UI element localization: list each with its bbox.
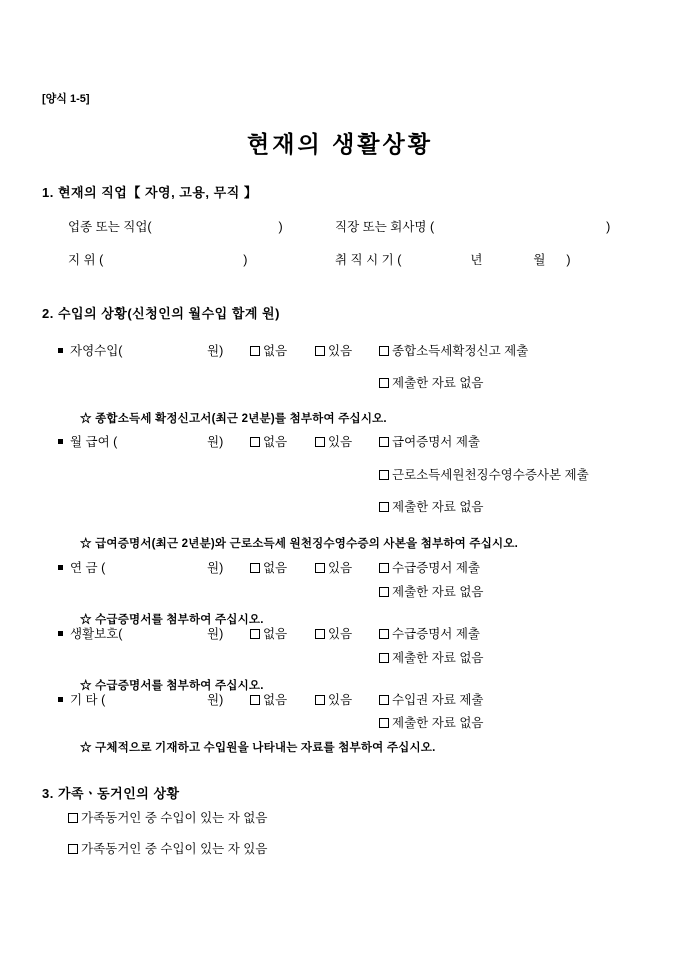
checkbox-icon[interactable] [379, 563, 389, 573]
bullet-square-icon [58, 565, 63, 570]
checkbox-label: 수급증명서 제출 [392, 561, 480, 575]
checkbox-label: 근로소득세원천징수영수증사본 제출 [392, 468, 589, 482]
checkbox-label: 없음 [263, 627, 288, 641]
income-item-welfare-unit: 원) [207, 627, 224, 641]
checkbox-label: 수급증명서 제출 [392, 627, 480, 641]
income-item-other-label-row [58, 690, 105, 708]
checkbox-icon[interactable] [315, 346, 325, 356]
checkbox-other-none[interactable] [250, 690, 287, 708]
checkbox-salary-option-0[interactable] [379, 432, 480, 450]
checkbox-family-income-none[interactable] [68, 808, 267, 826]
checkbox-icon[interactable] [250, 346, 260, 356]
checkbox-welfare-yes[interactable] [315, 624, 352, 642]
page-title: 현재의 생활상황 [247, 131, 433, 157]
checkbox-label: 제출한 자료 없음 [392, 376, 484, 390]
checkbox-label: 종합소득세확정신고 제출 [392, 344, 529, 358]
checkbox-label: 없음 [263, 561, 288, 575]
field-hire-date-year: 년 [470, 253, 483, 267]
form-code: [양식 1-5] [42, 93, 90, 105]
field-hire-date-close: ) [566, 253, 571, 267]
bullet-square-icon [58, 697, 63, 702]
checkbox-icon[interactable] [379, 502, 389, 512]
checkbox-icon[interactable] [315, 437, 325, 447]
checkbox-welfare-option-1[interactable] [379, 648, 483, 666]
field-occupation-close: ) [278, 220, 283, 234]
checkbox-icon[interactable] [68, 844, 78, 854]
checkbox-icon[interactable] [379, 378, 389, 388]
checkbox-label: 제출한 자료 없음 [392, 651, 484, 665]
checkbox-icon[interactable] [379, 695, 389, 705]
checkbox-family-income-yes[interactable] [68, 839, 267, 857]
checkbox-label: 수입권 자료 제출 [392, 693, 484, 707]
checkbox-salary-option-2[interactable] [379, 497, 483, 515]
bullet-square-icon [58, 631, 63, 636]
checkbox-icon[interactable] [379, 346, 389, 356]
checkbox-icon[interactable] [250, 695, 260, 705]
checkbox-label: 있음 [328, 627, 353, 641]
checkbox-icon[interactable] [379, 470, 389, 480]
income-item-welfare-label: 생활보호( [70, 627, 123, 641]
checkbox-pension-yes[interactable] [315, 558, 352, 576]
checkbox-label: 있음 [328, 561, 353, 575]
section-1-heading: 1. 현재의 직업【 자영, 고용, 무직 】 [42, 185, 258, 200]
checkbox-other-yes[interactable] [315, 690, 352, 708]
checkbox-welfare-option-0[interactable] [379, 624, 480, 642]
income-item-pension-label: 연 금 ( [70, 561, 106, 575]
income-item-other-label: 기 타 ( [70, 693, 106, 707]
note-welfare: ☆ 수급증명서를 첨부하여 주십시오. [80, 680, 264, 692]
bullet-square-icon [58, 439, 63, 444]
checkbox-icon[interactable] [379, 587, 389, 597]
checkbox-self-employed-option-1[interactable] [379, 373, 483, 391]
checkbox-label: 가족동거인 중 수입이 있는 자 있음 [81, 842, 268, 856]
income-item-other-unit: 원) [207, 693, 224, 707]
bullet-square-icon [58, 348, 63, 353]
checkbox-icon[interactable] [379, 653, 389, 663]
income-item-salary-label-row [58, 432, 117, 450]
field-company-close: ) [606, 220, 611, 234]
income-item-pension-unit: 원) [207, 561, 224, 575]
checkbox-self-employed-option-0[interactable] [379, 341, 528, 359]
income-item-salary-label: 월 급여 ( [70, 435, 118, 449]
income-item-pension-label-row [58, 558, 105, 576]
checkbox-other-option-0[interactable] [379, 690, 483, 708]
section-3-heading: 3. 가족ㆍ동거인의 상황 [42, 786, 180, 801]
checkbox-pension-option-1[interactable] [379, 582, 483, 600]
checkbox-label: 제출한 자료 없음 [392, 500, 484, 514]
checkbox-icon[interactable] [315, 629, 325, 639]
checkbox-salary-option-1[interactable] [379, 465, 589, 483]
field-company-label: 직장 또는 회사명 ( [335, 220, 435, 234]
checkbox-icon[interactable] [250, 437, 260, 447]
checkbox-icon[interactable] [379, 437, 389, 447]
note-pension: ☆ 수급증명서를 첨부하여 주십시오. [80, 614, 264, 626]
checkbox-label: 제출한 자료 없음 [392, 585, 484, 599]
field-hire-date-month: 월 [533, 253, 546, 267]
note-other: ☆ 구체적으로 기재하고 수입원을 나타내는 자료를 첨부하여 주십시오. [80, 742, 436, 754]
field-position-close: ) [243, 253, 248, 267]
field-occupation [68, 217, 283, 235]
checkbox-salary-yes[interactable] [315, 432, 352, 450]
checkbox-pension-none[interactable] [250, 558, 287, 576]
checkbox-salary-none[interactable] [250, 432, 287, 450]
checkbox-label: 있음 [328, 344, 353, 358]
checkbox-label: 제출한 자료 없음 [392, 716, 484, 730]
checkbox-icon[interactable] [250, 629, 260, 639]
note-salary: ☆ 급여증명서(최근 2년분)와 근로소득세 원천징수영수증의 사본을 첨부하여 주십시오. [80, 538, 519, 550]
field-hire-date-label: 취 직 시 기 ( [335, 253, 402, 267]
checkbox-icon[interactable] [68, 813, 78, 823]
checkbox-icon[interactable] [379, 629, 389, 639]
income-item-self-employed-label: 자영수입( [70, 344, 123, 358]
income-item-self-employed-label-row [58, 341, 122, 359]
field-position [68, 250, 247, 268]
checkbox-icon[interactable] [250, 563, 260, 573]
checkbox-label: 가족동거인 중 수입이 있는 자 없음 [81, 811, 268, 825]
checkbox-self-employed-yes[interactable] [315, 341, 352, 359]
income-item-salary-unit: 원) [207, 435, 224, 449]
checkbox-label: 급여증명서 제출 [392, 435, 480, 449]
checkbox-icon[interactable] [315, 563, 325, 573]
section-2-heading: 2. 수입의 상황(신청인의 월수입 합계 원) [42, 306, 280, 321]
field-company [335, 217, 610, 235]
income-item-self-employed-unit: 원) [207, 344, 224, 358]
checkbox-label: 있음 [328, 435, 353, 449]
checkbox-label: 없음 [263, 693, 288, 707]
checkbox-label: 없음 [263, 435, 288, 449]
note-self-employed: ☆ 종합소득세 확정신고서(최근 2년분)를 첨부하여 주십시오. [80, 413, 387, 425]
checkbox-label: 있음 [328, 693, 353, 707]
checkbox-icon[interactable] [315, 695, 325, 705]
field-occupation-label: 업종 또는 직업( [68, 220, 152, 234]
income-item-welfare-label-row [58, 624, 122, 642]
checkbox-label: 없음 [263, 344, 288, 358]
checkbox-other-option-1[interactable] [379, 713, 483, 731]
checkbox-welfare-none[interactable] [250, 624, 287, 642]
checkbox-pension-option-0[interactable] [379, 558, 480, 576]
field-hire-date [335, 250, 571, 268]
checkbox-icon[interactable] [379, 718, 389, 728]
checkbox-self-employed-none[interactable] [250, 341, 287, 359]
field-position-label: 지 위 ( [68, 253, 104, 267]
